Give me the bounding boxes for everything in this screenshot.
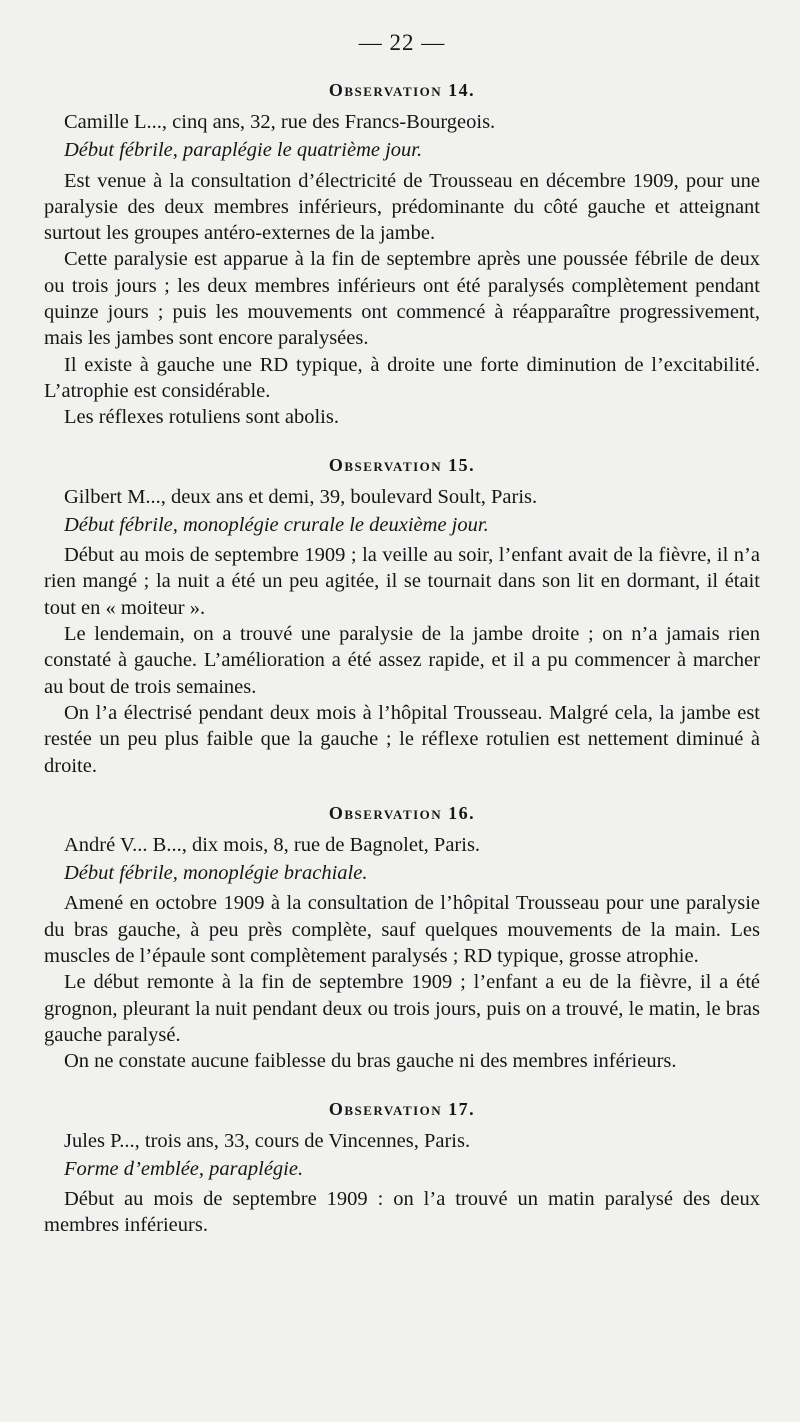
page-number: — 22 —	[358, 30, 446, 55]
paragraph: On l’a électrisé pendant deux mois à l’hôpital Trousseau. Malgré cela, la jambe est restée un peu plus faible que la gauche ; le réflexe rotulien est nettement diminué à droite.	[44, 701, 760, 777]
observation-14	[44, 80, 760, 431]
observation-title: Observation 17.	[328, 1098, 476, 1119]
patient-line: Gilbert M..., deux ans et demi, 39, boulevard Soult, Paris.	[64, 485, 538, 508]
paragraph: Est venue à la consultation d’électricité de Trousseau en décembre 1909, pour une paralysie des deux membres inférieurs, prédominante du côté gauche et atteignant surtout les groupes antéro-externes de la jambe.	[44, 169, 760, 245]
observation-16	[44, 803, 760, 1075]
observation-subtitle: Forme d’emblée, paraplégie.	[64, 1157, 304, 1180]
patient-line: André V... B..., dix mois, 8, rue de Bagnolet, Paris.	[64, 833, 481, 856]
patient-line: Jules P..., trois ans, 33, cours de Vincennes, Paris.	[64, 1129, 471, 1152]
observation-title: Observation 15.	[328, 454, 476, 475]
observation-subtitle: Début fébrile, paraplégie le quatrième jour.	[64, 139, 423, 162]
observation-title: Observation 14.	[328, 80, 476, 100]
patient-line: Camille L..., cinq ans, 32, rue des Francs-Bourgeois.	[64, 111, 496, 133]
observation-15	[44, 455, 760, 779]
paragraph: Cette paralysie est apparue à la fin de septembre après une poussée fébrile de deux ou trois jours ; les deux membres inférieurs ont été paralysés complètement pendant quinze jours ; puis les mouvements ont commencé à réapparaître progressivement, mais les jambes sont encore paralysées.	[44, 248, 760, 350]
paragraph: Amené en octobre 1909 à la consultation de l’hôpital Trousseau pour une paralysie du bras gauche, à peu près complète, sauf quelques mouvements de la main. Les muscles de l’épaule sont complètement paralysés ; RD typique, grosse atrophie.	[44, 892, 760, 968]
observation-17	[44, 1099, 760, 1239]
paragraph: Le lendemain, on a trouvé une paralysie de la jambe droite ; on n’a jamais rien constaté à gauche. L’amélioration a été assez rapide, et il a pu commencer à marcher au bout de trois semaines.	[44, 623, 760, 698]
paragraph: Les réflexes rotuliens sont abolis.	[64, 406, 339, 429]
observation-subtitle: Début fébrile, monoplégie brachiale.	[64, 862, 368, 885]
observation-subtitle: Début fébrile, monoplégie crurale le deuxième jour.	[64, 513, 489, 536]
paragraph: Il existe à gauche une RD typique, à droite une forte diminution de l’excitabilité. L’atrophie est considérable.	[44, 353, 760, 402]
paragraph: Début au mois de septembre 1909 : on l’a trouvé un matin paralysé des deux membres inférieurs.	[44, 1188, 760, 1237]
paragraph: On ne constate aucune faiblesse du bras gauche ni des membres inférieurs.	[64, 1050, 677, 1073]
paragraph: Le début remonte à la fin de septembre 1909 ; l’enfant a eu de la fièvre, il a été grognon, pleurant la nuit pendant deux ou trois jours, puis on a trouvé, le matin, le bras gauche paralysé.	[44, 971, 760, 1046]
paragraph: Début au mois de septembre 1909 ; la veille au soir, l’enfant avait de la fièvre, il n’a rien mangé ; la nuit a été un peu agitée, il se tournait dans son lit en dormant, il était tout en « moiteur ».	[44, 544, 760, 619]
observation-title: Observation 16.	[328, 802, 476, 823]
